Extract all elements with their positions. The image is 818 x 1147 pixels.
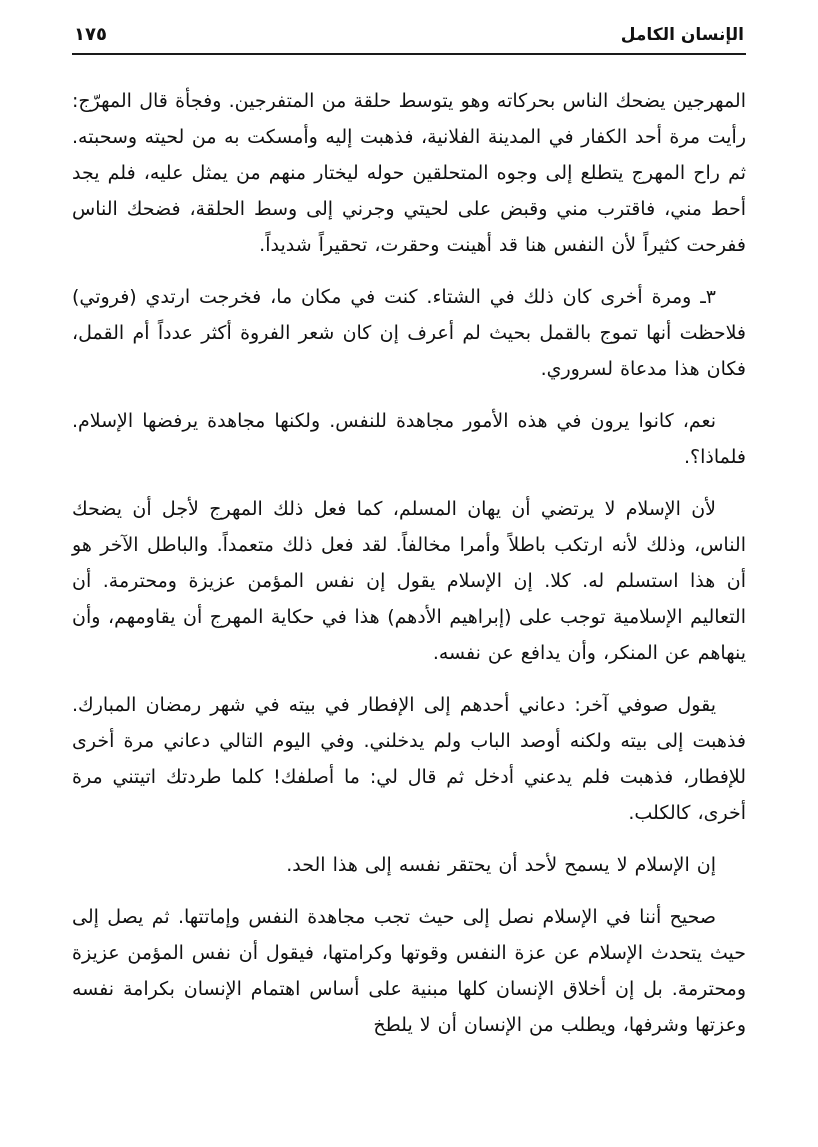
paragraph: إن الإسلام لا يسمح لأحد أن يحتقر نفسه إلى هذا الحد.: [286, 854, 716, 876]
page-number: ١٧٥: [74, 24, 107, 45]
paragraph: صحيح أننا في الإسلام نصل إلى حيث تجب مجاهدة النفس وإماتتها. ثم يصل إلى حيث يتحدث الإسلام عن عزة النفس وقوتها وكرامتها، فيقول أن نفس المؤمن عزيزة ومحترمة. بل إن أخلاق الإنسان كلها مبنية على أساس اهتمام الإنسان بكرامة نفسه وعزتها وشرفها، ويطلب من الإنسان أن لا يلطخ: [72, 906, 746, 1036]
paragraph: نعم، كانوا يرون في هذه الأمور مجاهدة للنفس. ولكنها مجاهدة يرفضها الإسلام. فلماذا؟.: [72, 410, 746, 468]
paragraph: لأن الإسلام لا يرتضي أن يهان المسلم، كما فعل ذلك المهرج لأجل أن يضحك الناس، وذلك لأنه ارتكب باطلاً وأمرا مخالفاً. لقد فعل ذلك متعمداً. والباطل الآخر هو أن هذا استسلم له. كلا. إن الإسلام يقول إن نفس المؤمن عزيزة ومحترمة. أن التعاليم الإسلامية توجب على (إبراهيم الأدهم) هذا في حكاية المهرج أن يقاومهم، وأن ينهاهم عن المنكر، وأن يدافع عن نفسه.: [72, 498, 746, 664]
page-header: [72, 24, 746, 53]
header-rule: [72, 53, 746, 55]
paragraph: يقول صوفي آخر: دعاني أحدهم إلى الإفطار في بيته في شهر رمضان المبارك. فذهبت إلى بيته ولكنه أوصد الباب ولم يدخلني. وفي اليوم التالي دعاني مرة أخرى للإفطار، فذهبت فلم يدعني أدخل ثم قال لي: ما أصلفك! كلما طردتك اتيتني مرة أخرى، كالكلب.: [72, 694, 746, 824]
paragraph: ٣ـ ومرة أخرى كان ذلك في الشتاء. كنت في مكان ما، فخرجت ارتدي (فروتي) فلاحظت أنها تموج بالقمل بحيث لم أعرف إن كان شعر الفروة أكثر عدداً أم القمل، فكان هذا مدعاة لسروري.: [72, 286, 746, 380]
paragraph: المهرجين يضحك الناس بحركاته وهو يتوسط حلقة من المتفرجين. وفجأة قال المهرّج: رأيت مرة أحد الكفار في المدينة الفلانية، فذهبت إليه وأمسكت به من لحيته وسحبته. ثم راح المهرج يتطلع إلى وجوه المتحلقين حوله ليختار منهم من يمثل عليه، فلم يجد أحط مني، فاقترب مني وقبض على لحيتي وجرني إلى وسط الحلقة، فضحك الناس ففرحت كثيراً لأن النفس هنا قد أهينت وحقرت، تحقيراً شديداً.: [72, 90, 746, 256]
body-text: [72, 83, 746, 1043]
book-title: الإنسان الكامل: [620, 25, 744, 45]
